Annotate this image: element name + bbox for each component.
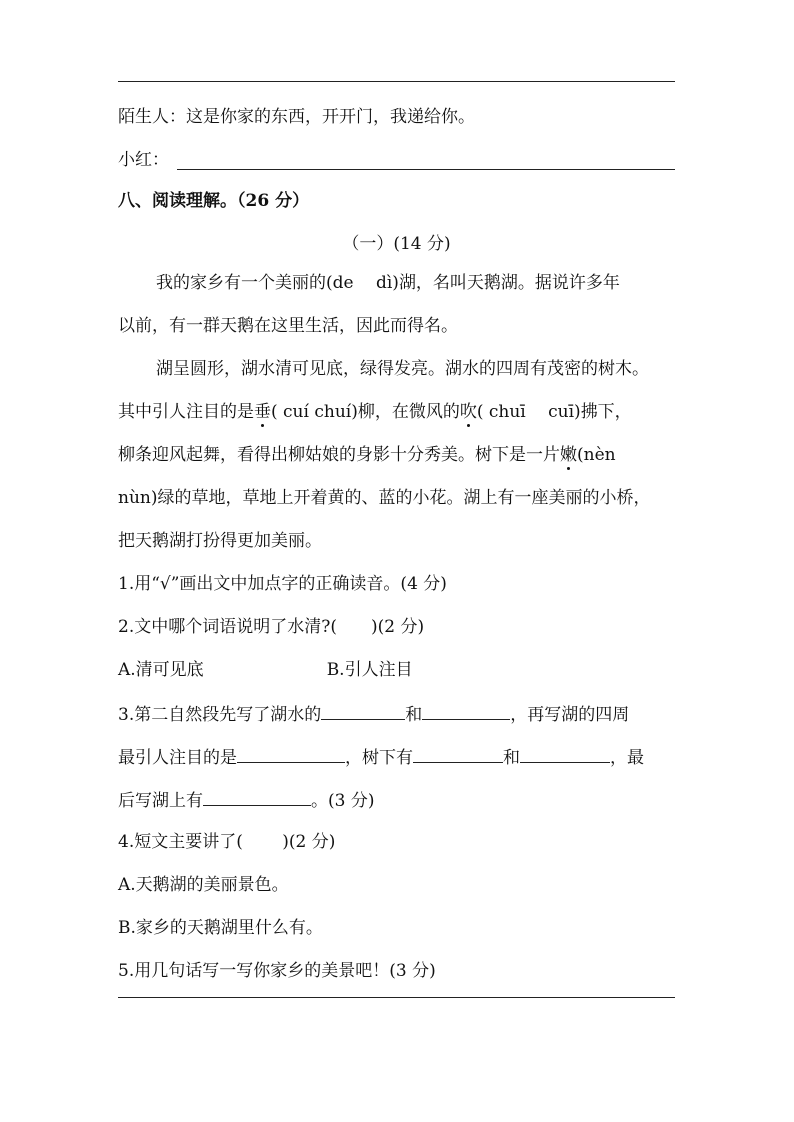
passage-p2-line5: 把天鹅湖打扮得更加美丽。 [118,531,322,551]
xiaohong-answer-line[interactable] [177,169,675,170]
part-title: （一）(14 分) [342,234,451,254]
question-5: 5.用几句话写一写你家乡的美景吧！(3 分) [118,961,436,981]
dialogue-xiaohong-label: 小红： [118,150,169,170]
dotted-char-nen: 嫩 [560,445,577,465]
passage-p2-line3: 柳条迎风起舞，看得出柳姑娘的身影十分秀美。树下是一片嫩(nèn [118,445,616,465]
top-rule [118,81,675,82]
passage-p2-line1: 湖呈圆形，湖水清可见底，绿得发亮。湖水的四周有茂密的树木。 [156,359,649,379]
passage-p1-line2: 以前，有一群天鹅在这里生活，因此而得名。 [118,316,458,336]
q4-option-a[interactable]: A.天鹅湖的美丽景色。 [118,875,289,895]
question-1: 1.用“√”画出文中加点字的正确读音。(4 分) [118,574,447,594]
q3-blank-5[interactable] [520,746,610,763]
passage-p2-line4: nùn)绿的草地，草地上开着黄的、蓝的小花。湖上有一座美丽的小桥， [118,488,651,508]
question-3-line3: 后写湖上有 。(3 分) [118,791,375,811]
passage-p1-line1: 我的家乡有一个美丽的(de dì)湖，名叫天鹅湖。据说许多年 [156,273,620,293]
q3-blank-2[interactable] [422,703,510,720]
q2-option-a[interactable]: A.清可见底 [118,660,204,680]
q3-blank-6[interactable] [203,789,311,806]
question-2: 2.文中哪个词语说明了水清?( )(2 分) [118,617,425,637]
question-2-options [118,660,675,680]
question-3-line1: 3.第二自然段先写了湖水的 和 ，再写湖的四周 [118,705,630,725]
dotted-char-chui2: 吹 [459,402,477,422]
section-heading: 八、阅读理解。（26 分） [118,191,310,211]
q2-option-b[interactable]: B.引人注目 [326,660,413,680]
passage-p2-line2: 其中引人注目的是垂( cuí chuí)柳，在微风的吹( chuī cuī)拂下， [118,402,632,422]
q3-blank-1[interactable] [321,703,405,720]
q3-blank-3[interactable] [237,746,345,763]
question-3-line2: 最引人注目的是 ，树下有 和 ，最 [118,748,644,768]
question-4: 4.短文主要讲了( )(2 分) [118,832,336,852]
q4-option-b[interactable]: B.家乡的天鹅湖里什么有。 [118,918,323,938]
dialogue-stranger: 陌生人：这是你家的东西，开开门，我递给你。 [118,107,475,127]
answer-line-rule[interactable] [118,997,675,998]
dotted-char-chui: 垂 [254,402,271,422]
q3-blank-4[interactable] [413,746,503,763]
